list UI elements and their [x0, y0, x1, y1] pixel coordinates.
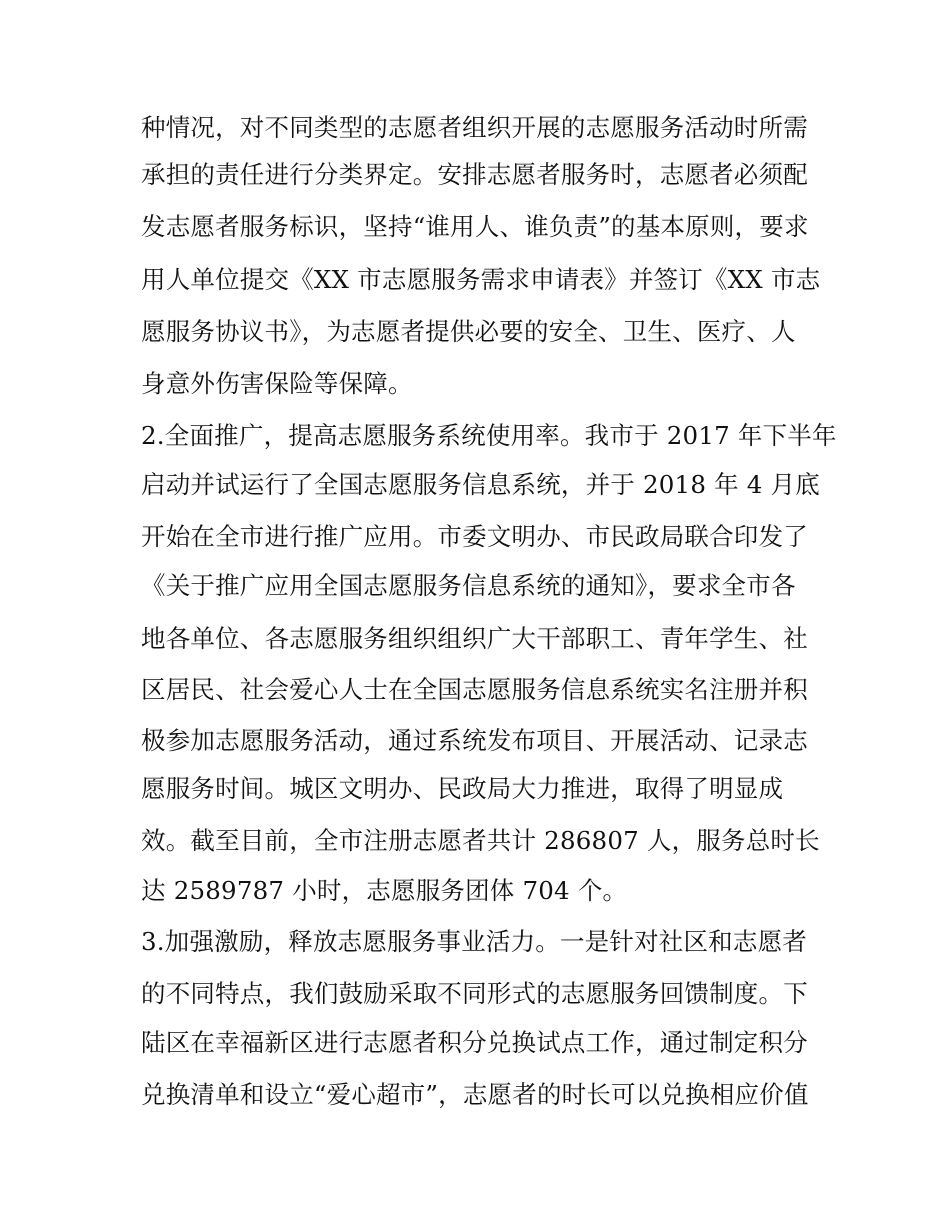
- text-line: 愿服务时间。城区文明办、民政局大力推进，取得了明显成: [141, 774, 784, 803]
- text-line: 《关于推广应用全国志愿服务信息系统的通知》，要求全市各: [141, 571, 796, 600]
- text-line: 愿服务协议书》，为志愿者提供必要的安全、卫生、医疗、人: [141, 317, 796, 346]
- text-line: 承担的责任进行分类界定。安排志愿者服务时，志愿者必须配: [141, 160, 808, 189]
- text-line: 极参加志愿服务活动，通过系统发布项目、开展活动、记录志: [141, 726, 808, 755]
- text-line: 地各单位、各志愿服务组织组织广大干部职工、青年学生、社: [141, 624, 808, 653]
- text-line: 2.全面推广，提高志愿服务系统使用率。我市于 2017 年下半年: [141, 421, 837, 450]
- text-line: 开始在全市进行推广应用。市委文明办、市民政局联合印发了: [141, 522, 808, 551]
- text-line: 区居民、社会爱心人士在全国志愿服务信息系统实名注册并积: [141, 675, 808, 704]
- text-line: 达 2589787 小时，志愿服务团体 704 个。: [141, 876, 628, 905]
- text-line: 种情况，对不同类型的志愿者组织开展的志愿服务活动时所需: [141, 113, 808, 142]
- text-line: 陆区在幸福新区进行志愿者积分兑换试点工作，通过制定积分: [141, 1028, 808, 1057]
- text-line: 兑换清单和设立“爱心超市”，志愿者的时长可以兑换相应价值: [141, 1080, 809, 1109]
- text-line: 效。截至目前，全市注册志愿者共计 286807 人，服务总时长: [141, 826, 820, 855]
- text-line: 用人单位提交《XX 市志愿服务需求申请表》并签订《XX 市志: [141, 265, 821, 294]
- text-line: 启动并试运行了全国志愿服务信息系统，并于 2018 年 4 月底: [141, 470, 820, 499]
- text-line: 3.加强激励，释放志愿服务事业活力。一是针对社区和志愿者: [141, 927, 807, 956]
- text-line: 的不同特点，我们鼓励采取不同形式的志愿服务回馈制度。下: [141, 979, 808, 1008]
- text-line: 身意外伤害保险等保障。: [141, 369, 413, 398]
- text-line: 发志愿者服务标识，坚持“谁用人、谁负责”的基本原则，要求: [141, 212, 809, 241]
